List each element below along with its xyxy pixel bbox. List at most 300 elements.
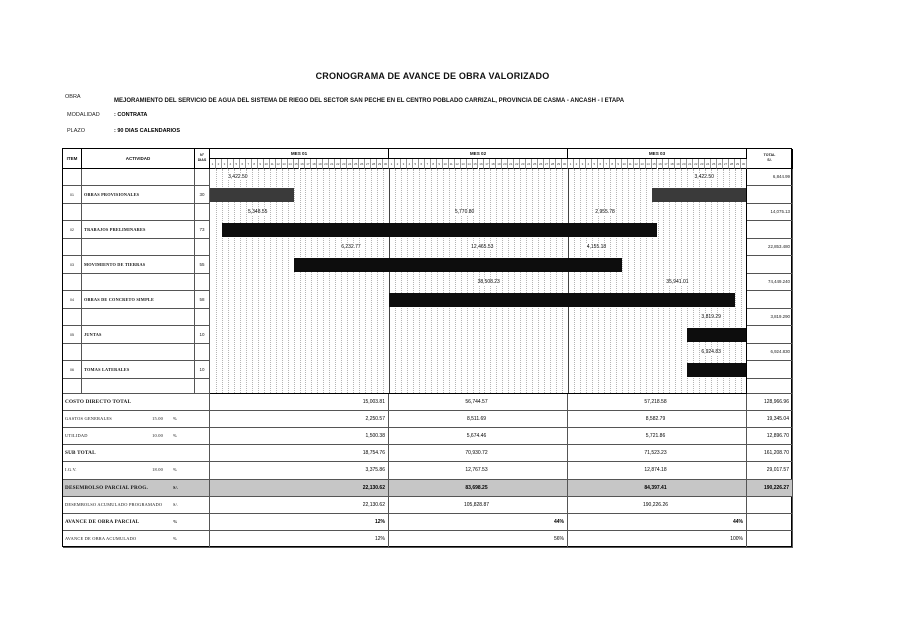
- day-gridline: [628, 169, 629, 393]
- summary-mes3-value: 190,226.26: [568, 497, 747, 514]
- header-day-number: 3: [580, 159, 586, 169]
- item-spacer-cell: [63, 204, 82, 221]
- plazo-label: PLAZO: [67, 128, 86, 134]
- modalidad-label: MODALIDAD: [67, 112, 100, 118]
- day-gridline: [658, 169, 659, 393]
- item-code: 02: [63, 221, 82, 239]
- day-gridline: [741, 169, 742, 393]
- bar-value-label: 2,955.78: [595, 209, 615, 215]
- summary-label: GASTOS GENERALES 15.00 %: [63, 411, 210, 428]
- day-gridline: [652, 169, 653, 393]
- header-day-number: 23: [699, 159, 705, 169]
- day-gridline: [270, 169, 271, 393]
- summary-mes1-value: 3,375.86: [210, 462, 389, 479]
- header-day-number: 16: [300, 159, 306, 169]
- total-spacer-cell: [747, 291, 793, 309]
- header-day-number: 29: [556, 159, 562, 169]
- summary-mes1-value: 22,130.62: [210, 480, 389, 497]
- summary-row: [63, 411, 793, 428]
- page-title: CRONOGRAMA DE AVANCE DE OBRA VALORIZADO: [315, 71, 550, 81]
- summary-row: [63, 428, 793, 445]
- header-total: TOTAL S/.: [747, 149, 793, 169]
- day-gridline: [276, 169, 277, 393]
- item-code: 04: [63, 291, 82, 309]
- header-day-number: 11: [449, 159, 455, 169]
- bar-value-label: 6,924.83: [701, 349, 721, 355]
- day-gridline: [473, 169, 474, 393]
- day-gridline: [520, 169, 521, 393]
- summary-row: [63, 462, 793, 479]
- header-day-number: 23: [341, 159, 347, 169]
- header-day-number: 15: [473, 159, 479, 169]
- item-spacer-cell: [63, 169, 82, 186]
- summary-mes3-value: 84,397.41: [568, 480, 747, 497]
- activity-spacer-cell: [82, 309, 195, 326]
- gantt-area: [210, 169, 747, 394]
- total-spacer-cell: [747, 186, 793, 204]
- summary-mes1-value: 1,500.38: [210, 428, 389, 445]
- day-gridline: [693, 169, 694, 393]
- summary-mes1-value: 22,130.62: [210, 497, 389, 514]
- month-gridline: [389, 169, 390, 393]
- day-gridline: [288, 169, 289, 393]
- summary-mes1-value: 12%: [210, 531, 389, 548]
- day-gridline: [246, 169, 247, 393]
- strip-cell: [747, 379, 793, 394]
- activity-total: 74,449.240: [747, 274, 793, 291]
- summary-label: AVANCE DE OBRA PARCIAL %: [63, 514, 210, 531]
- summary-unit: S/.: [173, 484, 179, 490]
- summary-total-value: [747, 514, 793, 531]
- activity-name: MOVIMIENTO DE TIERRAS: [82, 256, 195, 274]
- header-item: ITEM: [63, 149, 82, 169]
- header-day-number: 8: [252, 159, 258, 169]
- header-day-number: 26: [717, 159, 723, 169]
- bar-value-label: 38,508.23: [477, 279, 500, 285]
- item-spacer-cell: [63, 274, 82, 291]
- header-day-number: 10: [264, 159, 270, 169]
- day-gridline: [431, 169, 432, 393]
- header-day-number: 29: [377, 159, 383, 169]
- header-day-number: 21: [329, 159, 335, 169]
- summary-label: AVANCE DE OBRA ACUMULADO %: [63, 531, 210, 548]
- summary-mes1-value: 12%: [210, 514, 389, 531]
- summary-unit: %: [173, 467, 177, 473]
- bar-value-label: 35,941.01: [666, 279, 689, 285]
- day-gridline: [616, 169, 617, 393]
- header-month-3: MES 03: [568, 149, 747, 159]
- dias-spacer-cell: [195, 204, 210, 221]
- activity-days: 10: [195, 326, 210, 344]
- activity-total: 14,075.13: [747, 204, 793, 221]
- total-spacer-cell: [747, 221, 793, 239]
- day-gridline: [222, 169, 223, 393]
- activity-spacer-cell: [82, 344, 195, 361]
- header-day-number: 26: [359, 159, 365, 169]
- summary-total-value: 161,208.70: [747, 445, 793, 462]
- summary-percentage: 15.00: [152, 416, 163, 422]
- day-gridline: [580, 169, 581, 393]
- summary-mes1-value: 2,250.57: [210, 411, 389, 428]
- strip-cell: [195, 379, 210, 394]
- day-gridline: [425, 169, 426, 393]
- day-gridline: [646, 169, 647, 393]
- day-gridline: [407, 169, 408, 393]
- day-gridline: [723, 169, 724, 393]
- header-day-number: 15: [652, 159, 658, 169]
- day-gridline: [258, 169, 259, 393]
- modalidad-value: : CONTRATA: [114, 112, 148, 118]
- header-day-number: 3: [222, 159, 228, 169]
- day-gridline: [550, 169, 551, 393]
- summary-total-value: [747, 531, 793, 548]
- header-day-number: 23: [520, 159, 526, 169]
- day-gridline: [353, 169, 354, 393]
- day-gridline: [467, 169, 468, 393]
- summary-mes2-value: 56%: [389, 531, 568, 548]
- header-day-number: 12: [455, 159, 461, 169]
- day-gridline: [455, 169, 456, 393]
- activity-name: TOMAS LATERALES: [82, 361, 195, 379]
- activity-name: OBRAS DE CONCRETO SIMPLE: [82, 291, 195, 309]
- header-day-number: 8: [431, 159, 437, 169]
- day-gridline: [532, 169, 533, 393]
- day-gridline: [437, 169, 438, 393]
- day-gridline: [317, 169, 318, 393]
- header-day-number: 21: [687, 159, 693, 169]
- activity-days: 58: [195, 291, 210, 309]
- summary-mes2-value: 12,767.53: [389, 462, 568, 479]
- day-gridline: [252, 169, 253, 393]
- header-day-number: 10: [443, 159, 449, 169]
- summary-mes1-value: 18,754.76: [210, 445, 389, 462]
- bar-value-label: 12,465.53: [471, 244, 494, 250]
- header-day-number: 16: [479, 159, 485, 169]
- summary-label: DESEMBOLSO PARCIAL PROG. S/.: [63, 480, 210, 497]
- header-day-number: 9: [616, 159, 622, 169]
- day-gridline: [240, 169, 241, 393]
- summary-mes3-value: 5,721.86: [568, 428, 747, 445]
- header-day-number: 9: [437, 159, 443, 169]
- day-gridline: [383, 169, 384, 393]
- gantt-bar: [687, 363, 747, 377]
- day-gridline: [282, 169, 283, 393]
- header-day-number: 5: [413, 159, 419, 169]
- header-day-number: 24: [347, 159, 353, 169]
- header-day-number: 12: [276, 159, 282, 169]
- header-day-number: 17: [305, 159, 311, 169]
- header-day-number: 16: [658, 159, 664, 169]
- day-gridline: [538, 169, 539, 393]
- dias-spacer-cell: [195, 239, 210, 256]
- header-day-number: 14: [288, 159, 294, 169]
- header-day-number: 10: [622, 159, 628, 169]
- header-day-number: 17: [484, 159, 490, 169]
- header-day-number: 27: [365, 159, 371, 169]
- day-gridline: [216, 169, 217, 393]
- header-day-number: 13: [640, 159, 646, 169]
- gantt-bar: [687, 328, 747, 342]
- day-gridline: [711, 169, 712, 393]
- day-gridline: [598, 169, 599, 393]
- header-day-number: 24: [705, 159, 711, 169]
- header-day-number: 9: [258, 159, 264, 169]
- day-gridline: [461, 169, 462, 393]
- summary-label: SUB TOTAL: [63, 445, 210, 462]
- obra-label: OBRA: [65, 94, 81, 100]
- bar-value-label: 6,232.77: [341, 244, 361, 250]
- activity-days: 55: [195, 256, 210, 274]
- header-day-number: 21: [508, 159, 514, 169]
- header-day-number: 25: [532, 159, 538, 169]
- header-month-2: MES 02: [389, 149, 568, 159]
- summary-row: [63, 445, 793, 462]
- header-day-number: 11: [270, 159, 276, 169]
- summary-unit: %: [173, 433, 177, 439]
- activity-total: 3,819.290: [747, 309, 793, 326]
- summary-total-value: 19,345.04: [747, 411, 793, 428]
- summary-mes3-value: 71,523.23: [568, 445, 747, 462]
- bar-value-label: 4,155.18: [586, 244, 607, 250]
- summary-unit: %: [173, 416, 177, 422]
- header-day-number: 15: [294, 159, 300, 169]
- day-gridline: [359, 169, 360, 393]
- header-day-number: 24: [526, 159, 532, 169]
- summary-mes3-value: 44%: [568, 514, 747, 531]
- day-gridline: [729, 169, 730, 393]
- header-day-number: 5: [234, 159, 240, 169]
- summary-mes3-value: 8,582.79: [568, 411, 747, 428]
- header-day-number: 28: [729, 159, 735, 169]
- day-gridline: [347, 169, 348, 393]
- header-day-number: 22: [693, 159, 699, 169]
- header-day-number: 2: [395, 159, 401, 169]
- summary-mes3-value: 12,874.18: [568, 462, 747, 479]
- day-gridline: [395, 169, 396, 393]
- schedule-table: [62, 148, 792, 547]
- header-day-number: 13: [461, 159, 467, 169]
- item-spacer-cell: [63, 344, 82, 361]
- header-day-number: 3: [401, 159, 407, 169]
- dias-spacer-cell: [195, 309, 210, 326]
- header-day-number: 17: [663, 159, 669, 169]
- day-gridline: [604, 169, 605, 393]
- gantt-bar: [294, 258, 622, 272]
- header-day-number: 30: [383, 159, 389, 169]
- activity-spacer-cell: [82, 239, 195, 256]
- summary-percentage: 18.00: [152, 467, 163, 473]
- header-day-number: 1: [210, 159, 216, 169]
- day-gridline: [592, 169, 593, 393]
- header-day-number: 25: [353, 159, 359, 169]
- day-gridline: [341, 169, 342, 393]
- bar-value-label: 3,422.50: [228, 174, 248, 180]
- day-gridline: [586, 169, 587, 393]
- summary-mes1-value: 15,003.81: [210, 394, 389, 411]
- summary-mes2-value: 8,511.69: [389, 411, 568, 428]
- day-gridline: [300, 169, 301, 393]
- summary-row: [63, 497, 793, 514]
- day-gridline: [574, 169, 575, 393]
- bar-value-label: 5,770.80: [454, 209, 475, 215]
- header-day-number: 5: [592, 159, 598, 169]
- header-day-number: 7: [604, 159, 610, 169]
- header-day-number: 30: [562, 159, 568, 169]
- summary-mes2-value: 5,674.46: [389, 428, 568, 445]
- day-gridline: [443, 169, 444, 393]
- header-day-number: 18: [490, 159, 496, 169]
- summary-row: [63, 531, 793, 548]
- header-day-number: 28: [550, 159, 556, 169]
- gantt-bar: [652, 188, 747, 202]
- activity-days: 73: [195, 221, 210, 239]
- header-day-number: 4: [586, 159, 592, 169]
- day-gridline: [264, 169, 265, 393]
- header-day-number: 4: [228, 159, 234, 169]
- header-day-number: 25: [711, 159, 717, 169]
- summary-row: [63, 480, 793, 497]
- day-gridline: [514, 169, 515, 393]
- header-day-number: 18: [669, 159, 675, 169]
- summary-label: COSTO DIRECTO TOTAL: [63, 394, 210, 411]
- day-gridline: [419, 169, 420, 393]
- activity-name: JUNTAS: [82, 326, 195, 344]
- header-day-number: 4: [407, 159, 413, 169]
- strip-cell: [63, 379, 82, 394]
- header-day-number: 30: [741, 159, 747, 169]
- item-code: 03: [63, 256, 82, 274]
- header-day-number: 14: [646, 159, 652, 169]
- gantt-bar: [210, 188, 294, 202]
- header-day-number: 27: [544, 159, 550, 169]
- header-day-number: 2: [574, 159, 580, 169]
- summary-row: [63, 514, 793, 531]
- day-gridline: [294, 169, 295, 393]
- header-day-number: 19: [317, 159, 323, 169]
- day-gridline: [311, 169, 312, 393]
- header-day-number: 22: [335, 159, 341, 169]
- bar-value-label: 5,348.55: [247, 209, 268, 215]
- day-gridline: [610, 169, 611, 393]
- day-gridline: [401, 169, 402, 393]
- header-day-number: 28: [371, 159, 377, 169]
- header-day-number: 2: [216, 159, 222, 169]
- day-gridline: [377, 169, 378, 393]
- activity-spacer-cell: [82, 204, 195, 221]
- header-day-number: 7: [425, 159, 431, 169]
- month-gridline: [568, 169, 569, 393]
- day-gridline: [705, 169, 706, 393]
- item-spacer-cell: [63, 239, 82, 256]
- header-day-number: 19: [675, 159, 681, 169]
- bar-value-label: 3,422.50: [694, 174, 714, 180]
- day-gridline: [526, 169, 527, 393]
- day-gridline: [556, 169, 557, 393]
- header-day-number: 27: [723, 159, 729, 169]
- header-actividad: ACTIVIDAD: [82, 149, 195, 169]
- summary-total-value: 12,896.70: [747, 428, 793, 445]
- header-day-number: 22: [514, 159, 520, 169]
- header-day-number: 20: [681, 159, 687, 169]
- day-gridline: [634, 169, 635, 393]
- header-day-number: 12: [634, 159, 640, 169]
- summary-unit: S/.: [173, 501, 179, 507]
- day-gridline: [365, 169, 366, 393]
- item-spacer-cell: [63, 309, 82, 326]
- obra-value: MEJORAMIENTO DEL SERVICIO DE AGUA DEL SISTEMA DE RIEGO DEL SECTOR SAN PECHE EN EL CENTRO POBLADO CARRIZAL, PROVINCIA DE CASMA - ANCASH - I ETAPA: [114, 98, 625, 104]
- summary-row: [63, 394, 793, 411]
- day-gridline: [508, 169, 509, 393]
- summary-mes3-value: 57,218.58: [568, 394, 747, 411]
- header-day-number: 20: [502, 159, 508, 169]
- header-day-number: 6: [240, 159, 246, 169]
- day-gridline: [371, 169, 372, 393]
- bar-value-label: 3,819.29: [701, 314, 721, 320]
- total-spacer-cell: [747, 256, 793, 274]
- dias-spacer-cell: [195, 169, 210, 186]
- day-gridline: [562, 169, 563, 393]
- summary-total-value: [747, 497, 793, 514]
- item-code: 05: [63, 326, 82, 344]
- header-day-number: 20: [323, 159, 329, 169]
- summary-label: UTILIDAD 10.00 %: [63, 428, 210, 445]
- summary-percentage: 10.00: [152, 433, 163, 439]
- header-day-number: 7: [246, 159, 252, 169]
- activity-total: 22,853.480: [747, 239, 793, 256]
- day-gridline: [335, 169, 336, 393]
- activity-total: 6,924.830: [747, 344, 793, 361]
- header-day-number: 6: [419, 159, 425, 169]
- summary-label: I.G.V. 18.00 %: [63, 462, 210, 479]
- day-gridline: [228, 169, 229, 393]
- summary-unit: %: [173, 518, 178, 524]
- summary-mes2-value: 56,744.57: [389, 394, 568, 411]
- activity-name: TRABAJOS PRELIMINARES: [82, 221, 195, 239]
- day-gridline: [305, 169, 306, 393]
- day-gridline: [735, 169, 736, 393]
- activity-spacer-cell: [82, 169, 195, 186]
- header-day-number: 19: [496, 159, 502, 169]
- summary-total-value: 128,966.96: [747, 394, 793, 411]
- day-gridline: [622, 169, 623, 393]
- summary-mes2-value: 83,698.25: [389, 480, 568, 497]
- day-gridline: [449, 169, 450, 393]
- dias-spacer-cell: [195, 274, 210, 291]
- header-day-number: 26: [538, 159, 544, 169]
- strip-cell: [82, 379, 195, 394]
- summary-mes2-value: 70,930.72: [389, 445, 568, 462]
- gantt-bar: [389, 293, 735, 307]
- item-code: 06: [63, 361, 82, 379]
- day-gridline: [329, 169, 330, 393]
- summary-total-value: 190,226.27: [747, 480, 793, 497]
- item-code: 01: [63, 186, 82, 204]
- header-day-number: 14: [467, 159, 473, 169]
- activity-name: OBRAS PROVISIONALES: [82, 186, 195, 204]
- day-gridline: [717, 169, 718, 393]
- header-day-number: 13: [282, 159, 288, 169]
- activity-spacer-cell: [82, 274, 195, 291]
- day-gridline: [234, 169, 235, 393]
- plazo-value: : 90 DIAS CALENDARIOS: [114, 128, 181, 134]
- day-gridline: [413, 169, 414, 393]
- day-gridline: [640, 169, 641, 393]
- header-day-number: 1: [389, 159, 395, 169]
- activity-days: 30: [195, 186, 210, 204]
- header-day-number: 18: [311, 159, 317, 169]
- total-spacer-cell: [747, 361, 793, 379]
- header-day-number: 29: [735, 159, 741, 169]
